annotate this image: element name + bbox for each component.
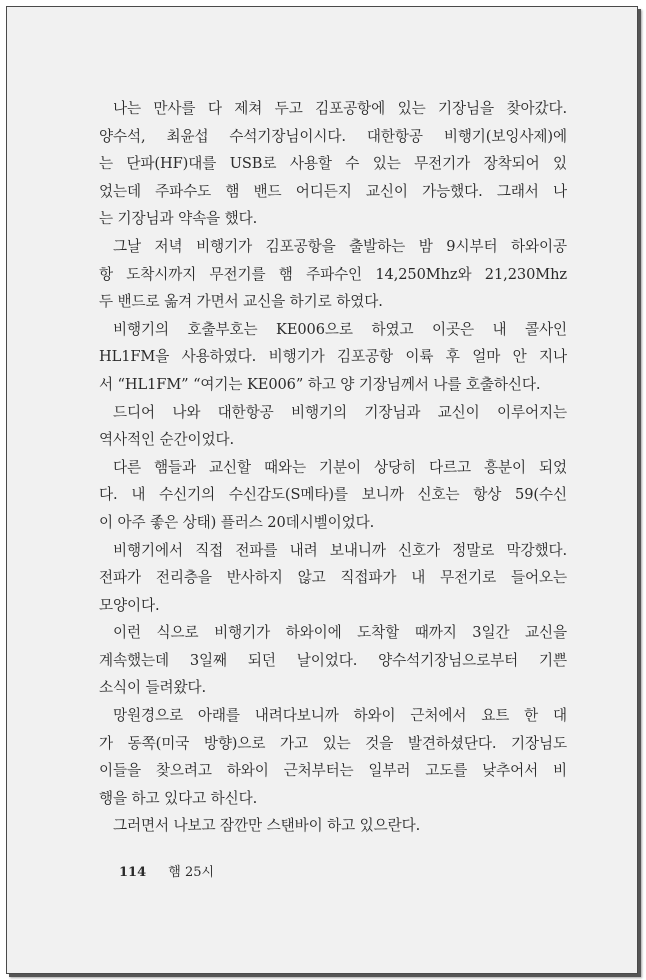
text-line: 서 “HL1FM” “여기는 KE006” 하고 양 기장님께서 나를 호출하신다. (99, 375, 541, 393)
paragraph (99, 537, 567, 620)
text-line: 행을 하고 있다고 하신다. (99, 789, 258, 807)
paragraph (99, 233, 567, 316)
paragraph (99, 702, 567, 812)
paragraph (99, 454, 567, 537)
body-text (99, 95, 567, 840)
page-number: 114 (119, 865, 147, 880)
paragraph (99, 812, 567, 840)
paragraph (99, 399, 567, 454)
text-line: 그러면서 나보고 잠깐만 스탠바이 하고 있으란다. (113, 817, 421, 835)
text-line: 역사적인 순간이었다. (99, 431, 235, 449)
text-line: 망원경으로 아래를 내려다보니까 하와이 근처에서 요트 한 대 (113, 707, 567, 725)
text-line: 비행기에서 직접 전파를 내려 보내니까 신호가 정말로 막강했다. (113, 541, 567, 559)
text-line: 이런 식으로 비행기가 하와이에 도착할 때까지 3일간 교신을 (113, 624, 567, 642)
text-line: 그날 저녁 비행기가 김포공항을 출발하는 밤 9시부터 하와이공 (113, 237, 567, 255)
text-line: 모양이다. (99, 596, 160, 614)
text-line: HL1FM을 사용하였다. 비행기가 김포공항 이륙 후 얼마 안 지나 (99, 348, 567, 366)
text-line: 두 밴드로 옮겨 가면서 교신을 하기로 하였다. (99, 293, 383, 311)
text-line: 는 기장님과 약속을 했다. (99, 210, 258, 228)
running-title: 햄 25시 (168, 865, 215, 880)
text-line: 이들을 찾으려고 하와이 근처부터는 일부러 고도를 낮추어서 비 (99, 762, 567, 780)
text-line: 는 단파(HF)대를 USB로 사용할 수 있는 무전기가 장착되어 있 (99, 155, 567, 173)
text-line: 전파가 전리층을 반사하지 않고 직접파가 내 무전기로 들어오는 (99, 569, 567, 587)
text-line: 나는 만사를 다 제쳐 두고 김포공항에 있는 기장님을 찾아갔다. (113, 100, 567, 117)
paragraph (99, 619, 567, 702)
text-line: 계속했는데 3일째 되던 날이었다. 양수석기장님으로부터 기쁜 (99, 651, 567, 669)
paragraph (99, 316, 567, 399)
text-line: 다. 내 수신기의 수신감도(S메타)를 보니까 신호는 항상 59(수신 (99, 486, 567, 504)
text-line: 었는데 주파수도 햄 밴드 어디든지 교신이 가능했다. 그래서 나 (99, 182, 567, 200)
page-footer (119, 861, 214, 880)
text-line: 양수석, 최윤섭 수석기장님이시다. 대한항공 비행기(보잉사제)에 (99, 127, 567, 145)
paragraph (99, 95, 567, 233)
text-line: 드디어 나와 대한항공 비행기의 기장님과 교신이 이루어지는 (113, 403, 567, 421)
text-line: 항 도착시까지 무전기를 햄 주파수인 14,250Mhz와 21,230Mhz (99, 265, 567, 283)
text-line: 이 아주 좋은 상태) 플러스 20데시벨이었다. (99, 513, 375, 531)
text-line: 비행기의 호출부호는 KE006으로 하였고 이곳은 내 콜사인 (113, 320, 567, 338)
book-page (6, 6, 638, 974)
text-line: 가 동쪽(미국 방향)으로 가고 있는 것을 발견하셨단다. 기장님도 (99, 734, 567, 752)
text-line: 다른 햄들과 교신할 때와는 기분이 상당히 다르고 흥분이 되었 (113, 458, 567, 476)
text-line: 소식이 들려왔다. (99, 679, 207, 697)
